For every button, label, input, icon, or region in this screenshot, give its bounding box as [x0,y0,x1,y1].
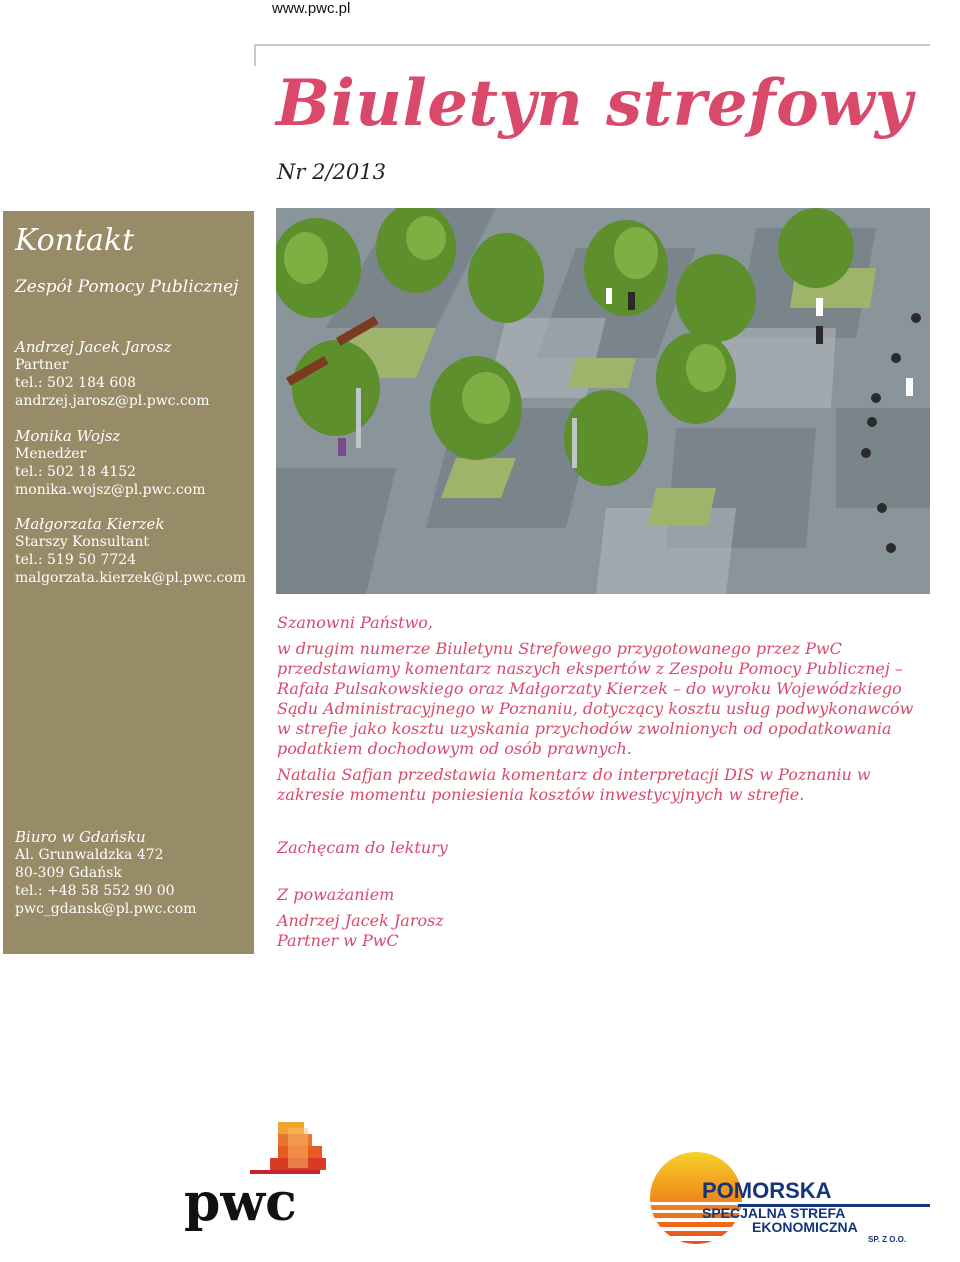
plaza-photo [276,208,930,594]
office-phone: tel.: +48 58 552 90 00 [15,883,175,899]
header-rule [254,44,930,46]
person-role: Menedżer [15,446,87,462]
person-email[interactable]: andrzej.jarosz@pl.pwc.com [15,393,210,409]
pwc-logo [184,1120,334,1235]
newsletter-title: Biuletyn strefowy [276,66,913,141]
psse-logo [640,1150,930,1245]
office-city: 80-309 Gdańsk [15,865,122,881]
person-phone: tel.: 502 18 4152 [15,464,137,480]
letter-salutation [277,613,927,633]
person-email[interactable]: monika.wojsz@pl.pwc.com [15,482,206,498]
signature-name: Andrzej Jacek Jarosz [277,911,444,930]
person-phone: tel.: 519 50 7724 [15,552,137,568]
paragraph-text: Natalia Safjan przedstawia komentarz do interpretacji DIS w Poznaniu w zakresie momentu poniesienia kosztów inwestycyjnych w strefie. [277,765,871,804]
contact-person [15,427,205,499]
letter-signature [277,885,927,951]
psse-line3: EKONOMICZNA [752,1219,858,1235]
person-role: Partner [15,357,69,373]
person-name: Małgorzata Kierzek [15,515,165,533]
letter-closing [277,838,927,858]
pwc-wordmark: pwc [184,1172,297,1233]
signature-title: Partner w PwC [277,931,399,950]
team-name: Zespół Pomocy Publicznej [15,277,239,297]
psse-line2: SPECJALNA STREFA [702,1205,846,1221]
person-name: Monika Wojsz [15,427,121,445]
pwc-logo-mark [184,1120,334,1235]
paragraph-text: w drugim numerze Biuletynu Strefowego przygotowanego przez PwC przedstawiamy komentarz naszych ekspertów z Zespołu Pomocy Publicznej – Rafała Pulsakowskiego oraz Małgorzaty Kierzek – do wyroku Wojewódzkiego Sądu Administracyjnego w Poznaniu, dotyczący kosztu usług podwykonawców w strefie jako kosztu uzyskania przychodów zwolnionych od opodatkowania podatkiem dochodowym od osób prawnych. [277,639,914,758]
contact-sidebar [3,211,254,954]
salutation-text: Szanowni Państwo, [277,613,434,632]
contact-person [15,515,246,587]
psse-logo-mark [640,1150,930,1245]
contact-person [15,338,210,410]
office-email[interactable]: pwc_gdansk@pl.pwc.com [15,901,197,917]
office-address [15,828,196,918]
site-url[interactable]: www.pwc.pl [272,0,351,17]
psse-line4: SP. Z O.O. [868,1235,907,1244]
office-street: Al. Grunwaldzka 472 [15,847,164,863]
letter-body-paragraph [277,765,927,805]
person-name: Andrzej Jacek Jarosz [15,338,172,356]
issue-number: Nr 2/2013 [277,160,386,184]
person-phone: tel.: 502 184 608 [15,375,137,391]
header-rule-tick [254,44,256,66]
person-role: Starszy Konsultant [15,534,149,550]
closing-text: Zachęcam do lektury [277,838,448,857]
plaza-photo-illustration [276,208,930,594]
office-name: Biuro w Gdańsku [15,828,146,846]
letter-body-paragraph [277,639,927,759]
person-email[interactable]: malgorzata.kierzek@pl.pwc.com [15,570,247,586]
psse-line1: POMORSKA [702,1178,832,1203]
contact-heading: Kontakt [15,223,135,258]
regards-text: Z poważaniem [277,885,395,904]
